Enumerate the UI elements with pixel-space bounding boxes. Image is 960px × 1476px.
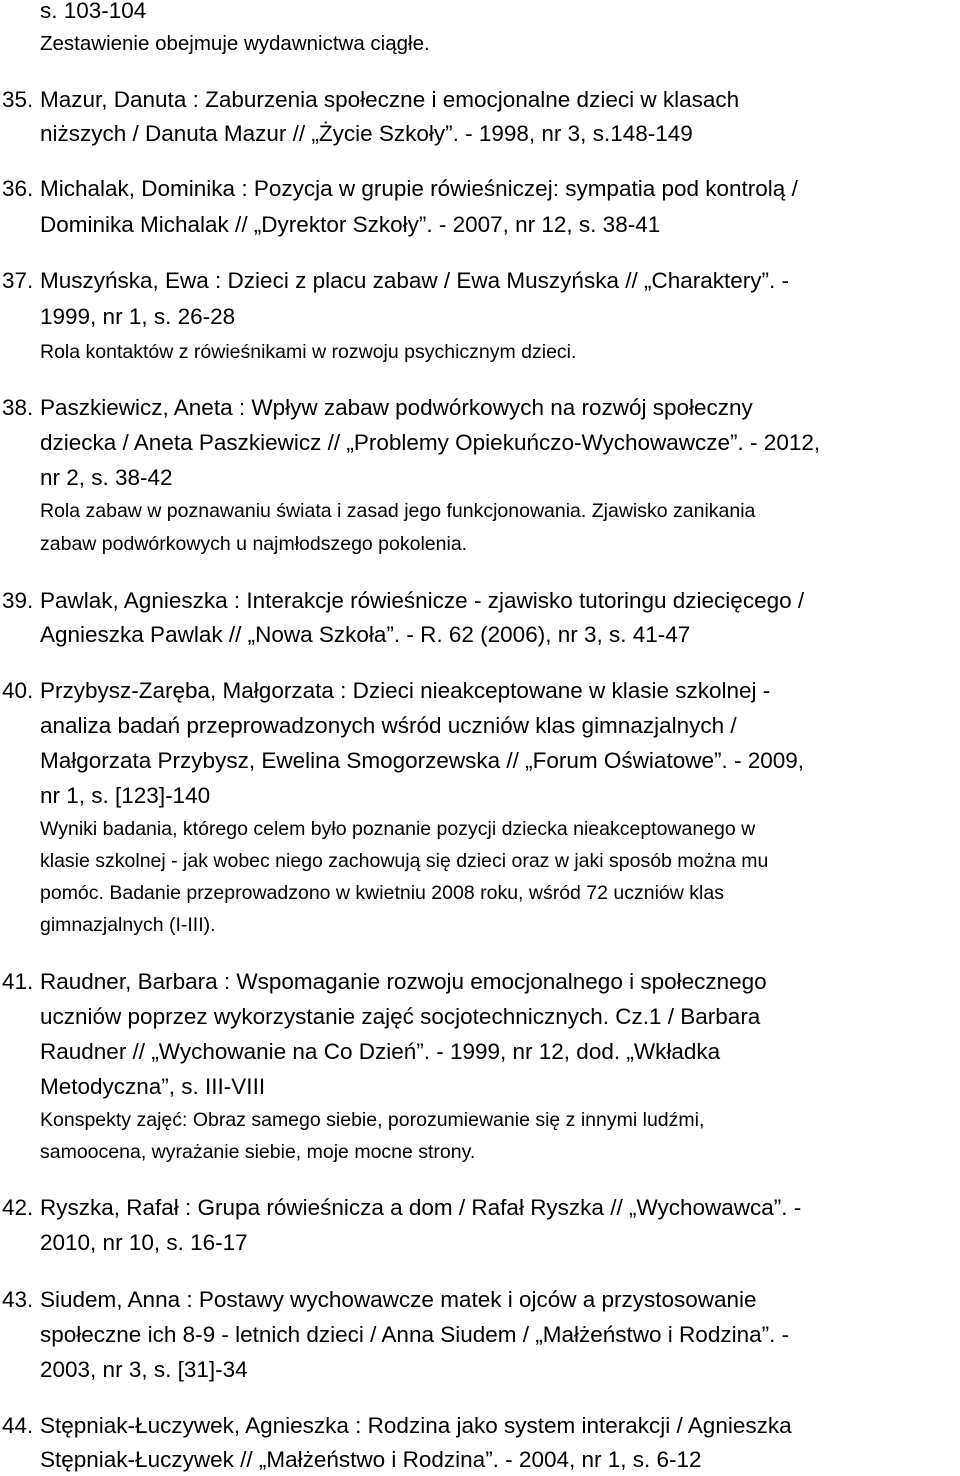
entry-annotation: zabaw podwórkowych u najmłodszego pokolenia. [40,533,468,555]
entry-annotation: klasie szkolnej - jak wobec niego zachowują się dzieci oraz w jaki sposób można mu [40,850,769,872]
entry-line: Małgorzata Przybysz, Ewelina Smogorzewska // „Forum Oświatowe”. - 2009, [40,748,805,773]
entry-line: Metodyczna”, s. III-VIII [40,1074,266,1099]
entry-number: 42. [2,1195,34,1220]
entry-number: 41. [2,969,34,994]
entry-line: Agnieszka Pawlak // „Nowa Szkoła”. - R. 62 (2006), nr 3, s. 41-47 [40,622,691,647]
entry-line: analiza badań przeprowadzonych wśród uczniów klas gimnazjalnych / [40,713,737,738]
entry-line: Michalak, Dominika : Pozycja w grupie rówieśniczej: sympatia pod kontrolą / [40,176,798,201]
entry-line: Mazur, Danuta : Zaburzenia społeczne i emocjonalne dzieci w klasach [40,87,740,112]
entry-annotation: pomóc. Badanie przeprowadzono w kwietniu 2008 roku, wśród 72 uczniów klas [40,882,724,904]
entry-line: 2003, nr 3, s. [31]-34 [40,1357,248,1382]
entry-number: 40. [2,678,34,703]
entry-line: niższych / Danuta Mazur // „Życie Szkoły”. - 1998, nr 3, s.148-149 [40,121,693,146]
entry-line: Raudner, Barbara : Wspomaganie rozwoju emocjonalnego i społecznego [40,969,767,994]
entry-annotation: Rola zabaw w poznawaniu świata i zasad jego funkcjonowania. Zjawisko zanikania [40,500,756,522]
entry-line: s. 103-104 [40,0,147,23]
entry-line: Raudner // „Wychowanie na Co Dzień”. - 1999, nr 12, dod. „Wkładka [40,1039,721,1064]
entry-line: Stępniak-Łuczywek // „Małżeństwo i Rodzina”. - 2004, nr 1, s. 6-12 [40,1447,702,1472]
entry-line: Muszyńska, Ewa : Dzieci z placu zabaw / Ewa Muszyńska // „Charaktery”. - [40,268,789,293]
entry-line: 2010, nr 10, s. 16-17 [40,1230,248,1255]
entry-line: nr 1, s. [123]-140 [40,783,211,808]
entry-line: nr 2, s. 38-42 [40,465,173,490]
entry-line: Pawlak, Agnieszka : Interakcje rówieśnicze - zjawisko tutoringu dziecięcego / [40,588,805,613]
entry-annotation: Konspekty zajęć: Obraz samego siebie, porozumiewanie się z innymi ludźmi, [40,1109,705,1131]
entry-line: społeczne ich 8-9 - letnich dzieci / Anna Siudem / „Małżeństwo i Rodzina”. - [40,1322,790,1347]
entry-line: Paszkiewicz, Aneta : Wpływ zabaw podwórkowych na rozwój społeczny [40,395,753,420]
entry-line: Przybysz-Zaręba, Małgorzata : Dzieci nieakceptowane w klasie szkolnej - [40,678,771,703]
entry-line: Ryszka, Rafał : Grupa rówieśnicza a dom / Rafał Ryszka // „Wychowawca”. - [40,1195,802,1220]
entry-line: Siudem, Anna : Postawy wychowawcze matek i ojców a przystosowanie [40,1287,757,1312]
entry-line: Stępniak-Łuczywek, Agnieszka : Rodzina jako system interakcji / Agnieszka [40,1413,792,1438]
entry-annotation: Rola kontaktów z rówieśnikami w rozwoju psychicznym dzieci. [40,341,577,363]
entry-number: 37. [2,268,34,293]
entry-number: 35. [2,87,34,112]
entry-line: Dominika Michalak // „Dyrektor Szkoły”. - 2007, nr 12, s. 38-41 [40,212,661,237]
entry-annotation: Zestawienie obejmuje wydawnictwa ciągłe. [40,32,430,55]
entry-annotation: gimnazjalnych (I-III). [40,914,216,936]
entry-number: 43. [2,1287,34,1312]
entry-annotation: samoocena, wyrażanie siebie, moje mocne strony. [40,1141,476,1163]
entry-line: 1999, nr 1, s. 26-28 [40,304,236,329]
entry-line: uczniów poprzez wykorzystanie zajęć socjotechnicznych. Cz.1 / Barbara [40,1004,761,1029]
entry-number: 38. [2,395,34,420]
entry-number: 39. [2,588,34,613]
entry-annotation: Wyniki badania, którego celem było poznanie pozycji dziecka nieakceptowanego w [40,818,756,840]
entry-line: dziecka / Aneta Paszkiewicz // „Problemy Opiekuńczo-Wychowawcze”. - 2012, [40,430,821,455]
entry-number: 44. [2,1413,34,1438]
entry-number: 36. [2,176,34,201]
